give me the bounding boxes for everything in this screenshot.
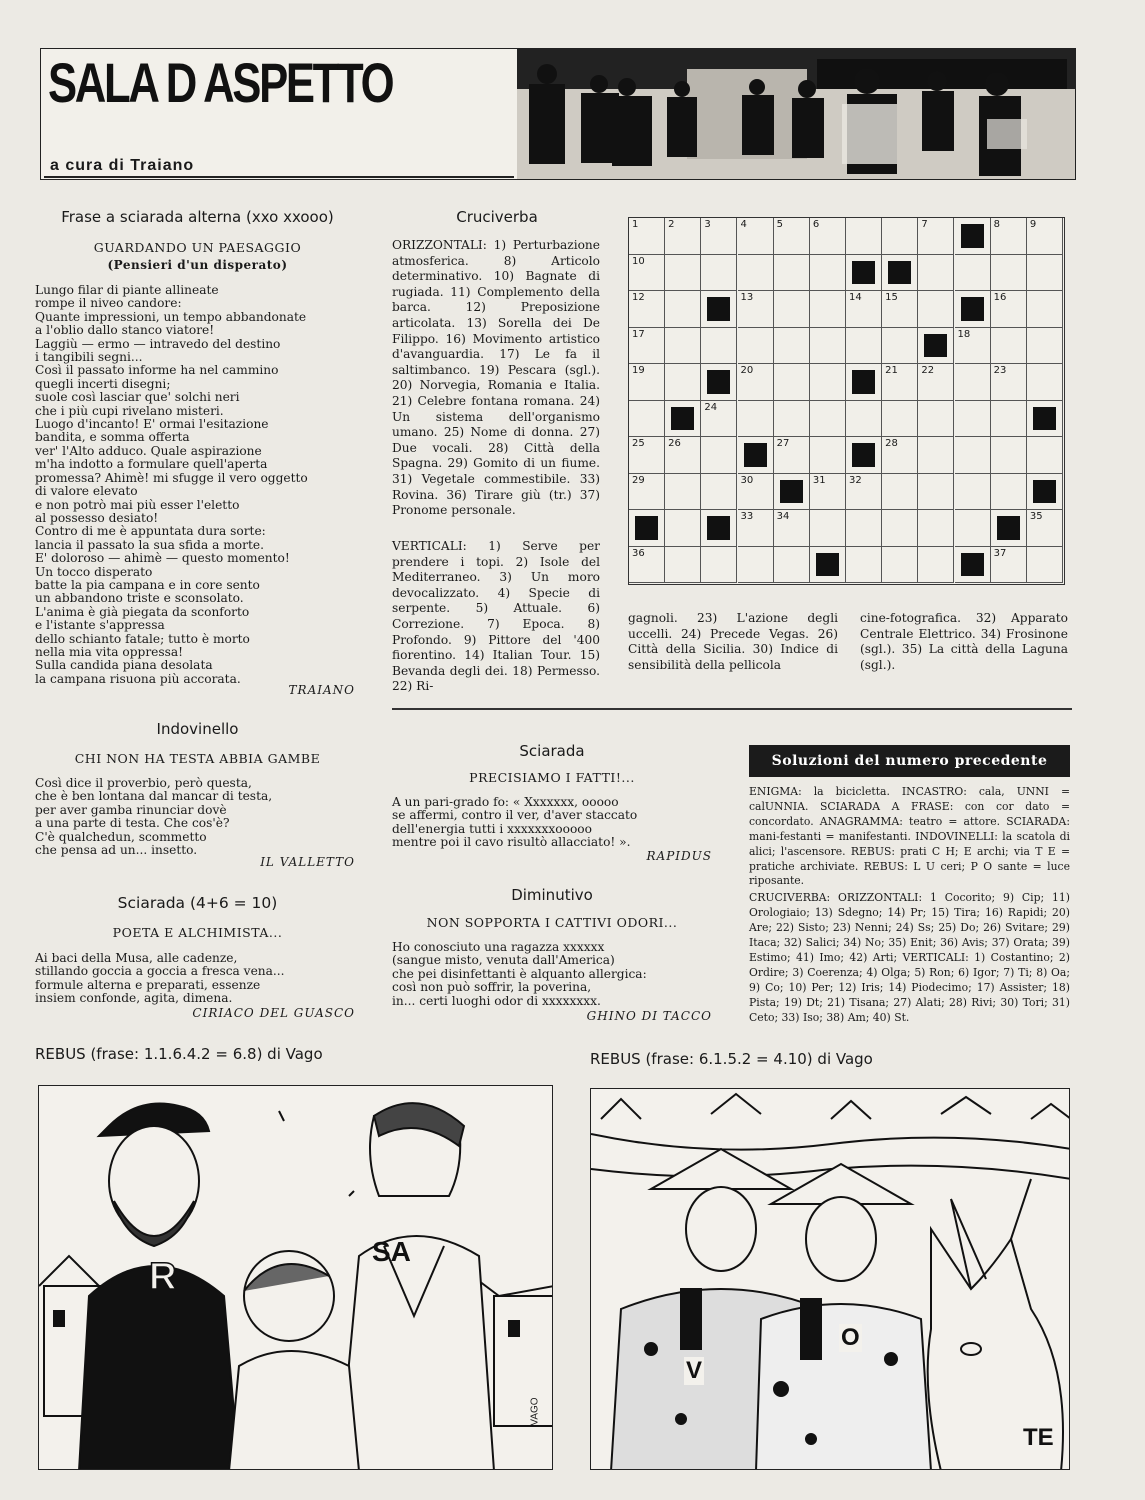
cruciverba-clues-down: VERTICALI: 1) Serve per prendere i topi. 2) Isole del Mediterraneo. 3) Un moro devocalizzato. 4) Specie di serpente. 5) Attuale. 6) Correzione. 7) Epoca. 8) Profondo. 9) Pittore del '400 fiorentino. 14) Italian Tour. 15) Bevanda degli dei. 18) Permesso. 22) Ri- (392, 539, 600, 694)
crossword-cell (701, 255, 737, 292)
crossword-cell (846, 401, 882, 438)
crossword-cell-number: 4 (740, 219, 747, 230)
cruciverba-clues-across: ORIZZONTALI: 1) Perturbazione atmosferica. 8) Articolo determinativo. 10) Bagnate di rugiada. 11) Complemento della barca. 12) Preposizione articolata. 13) Sorella dei De Filippo. 16) Movimento artistico d'avanguardia. 17) Le fa il saltimbanco. 19) Pescara (sgl.). 20) Norvegia, Romania e Italia. 21) Celebre fontana romana. 24) Un sistema dell'organismo umano. 25) Nome di donna. 27) Due vocali. 28) Città della Spagna. 29) Gomito di un fiume. 31) Vegetale commestibile. 33) Rovina. 36) Tirare giù (tr.) 37) Pronome personale. (392, 238, 600, 518)
crossword-black-cell (955, 291, 991, 328)
crossword-cell (846, 328, 882, 365)
crossword-cell-number: 30 (740, 474, 754, 486)
crossword-cell (918, 401, 954, 438)
crossword-cell (955, 364, 991, 401)
sciarada-caption: PRECISIAMO I FATTI!... (469, 770, 635, 785)
solutions-paragraph-2: CRUCIVERBA: ORIZZONTALI: 1 Cocorito; 9) Cip; 11) Orologiaio; 13) Sdegno; 14) Pr; 15) Tira; 16) Rapidi; 20) Are; 22) Sisto; 23) Nenni; 24) Ss; 25) Do; 26) Svitare; 29) Itaca; 32) Salici; 34) No; 35) Enit; 36) Avis; 37) Orata; 39) Estimo; 41) Imo; 42) Arti; VERTICALI: 1) Costantino; 2) Ordire; 3) Coerenza; 4) Olga; 5) Ron; 6) Igor; 7) Ti; 8) Oa; 9) Co; 10) Per; 12) Iris; 14) Piodecimo; 17) Assister; 18) Pista; 19) Dt; 21) Tisana; 27) Alati; 28) Rivi; 30) Tori; 31) Ceto; 33) Iso; 38) Am; 40) St. (749, 891, 1070, 1024)
crossword-cell-number: 3 (704, 219, 711, 230)
crossword-cell (918, 474, 954, 511)
crossword-cell (918, 364, 954, 401)
cruciverba-clues-down-end: cine-fotografica. 32) Apparato Centrale Elettrico. 34) Frosinone (sgl.). 35) La città della Laguna (sgl.). (860, 611, 1068, 672)
crossword-cell-number: 7 (921, 219, 928, 230)
sciarada-author: RAPIDUS (646, 849, 712, 863)
crossword-cell (701, 547, 737, 584)
crossword-cell (918, 547, 954, 584)
crossword-cell (738, 401, 774, 438)
crossword-cell (810, 291, 846, 328)
crossword-cell (1027, 291, 1063, 328)
crossword-cell-number: 28 (885, 438, 898, 449)
crossword-cell (882, 218, 918, 255)
crossword-cell-number: 12 (632, 292, 645, 303)
crossword-cell (629, 437, 665, 474)
crossword-black-cell (701, 510, 737, 547)
crossword-cell (991, 437, 1027, 474)
crossword-cell (629, 547, 665, 584)
crossword-cell (738, 291, 774, 328)
crossword-cell (918, 255, 954, 292)
sciarada-alterna-caption: GUARDANDO UN PAESAGGIO (93, 240, 302, 255)
rebus-1-heading: REBUS (frase: 1.1.6.4.2 = 6.8) di Vago (35, 1045, 323, 1063)
crossword-cell-number: 19 (632, 365, 645, 376)
solutions-text (749, 785, 1070, 1026)
crossword-cell-number: 6 (812, 219, 820, 230)
crossword-cell (846, 547, 882, 584)
crossword-cell (991, 364, 1027, 401)
crossword-cell-number: 2 (668, 219, 675, 230)
crossword-cell-number: 21 (885, 365, 898, 376)
section-heading-indovinello: Indovinello (156, 720, 239, 738)
rebus-1-letter-r: R (149, 1256, 177, 1298)
crossword-cell (629, 474, 665, 511)
crossword-cell-number: 36 (632, 547, 645, 559)
crossword-cell (774, 291, 810, 328)
header-divider (44, 176, 514, 178)
crossword-cell (701, 401, 737, 438)
crossword-cell-number: 1 (632, 219, 639, 230)
crossword-cell (991, 328, 1027, 365)
crossword-cell (774, 364, 810, 401)
crossword-black-cell (846, 255, 882, 292)
crossword-cell (810, 401, 846, 438)
crossword-cell (701, 218, 737, 255)
rebus-1-signature: VAGO (529, 1397, 541, 1426)
rebus-2-letters-te: TE (1023, 1424, 1054, 1451)
crossword-cell-number: 5 (776, 219, 784, 230)
rebus-1-letters-sa: SA (372, 1236, 411, 1267)
crossword-cell-number: 17 (632, 328, 645, 340)
crossword-cell (665, 437, 701, 474)
crossword-cell (882, 510, 918, 547)
section-heading-diminutivo: Diminutivo (511, 886, 593, 904)
crossword-cell (882, 328, 918, 365)
crossword-cell (955, 328, 991, 365)
sciarada-46-caption: POETA E ALCHIMISTA... (112, 925, 283, 940)
crossword-cell-number: 26 (668, 438, 681, 449)
sciarada-alterna-author: TRAIANO (288, 683, 355, 697)
section-heading-sciarada: Sciarada (519, 742, 585, 760)
crossword-cell (810, 437, 846, 474)
crossword-cell-number: 23 (993, 365, 1007, 376)
crossword-cell-number: 37 (993, 547, 1007, 559)
crossword-cell-number: 22 (921, 365, 935, 376)
crossword-cell-number: 20 (740, 365, 754, 376)
crossword-black-cell (882, 255, 918, 292)
crossword-cell (882, 437, 918, 474)
crossword-cell (991, 401, 1027, 438)
rebus-2-illustration (590, 1088, 1070, 1470)
crossword-cell-number: 35 (1029, 511, 1043, 522)
crossword-cell-number: 13 (740, 292, 754, 303)
crossword-cell (665, 510, 701, 547)
crossword-cell-number: 9 (1029, 219, 1037, 230)
crossword-black-cell (738, 437, 774, 474)
crossword-cell (738, 255, 774, 292)
crossword-cell (810, 255, 846, 292)
crossword-cell-number: 24 (704, 401, 718, 413)
crossword-black-cell (774, 474, 810, 511)
crossword-cell (774, 218, 810, 255)
sciarada-46-author: CIRIACO DEL GUASCO (192, 1006, 355, 1020)
sciarada-alterna-poem: Lungo filar di piante allineate rompe il niveo candore: Quante impressioni, un tempo abbandonate a l'oblio dallo stanco viatore! Laggiù — ermo — intravedo del destino i tangibili segni... Così il passato informe ha nel cammino quegli incerti disegni; suole così lasciar que' solchi neri che i più cupi rivelano misteri. Luogo d'incanto! E' ormai l'esitazione bandita, e somma offerta ver' l'Alto adduco. Quale aspirazione m'ha indotto a formulare quell'aperta promessa? Ahimè! mi sfugge il vero oggetto di valore elevato e non potrò mai più esser l'eletto al possesso desiato! Contro di me è appuntata dura sorte: lancia il passato la sua sfida a morte. E' doloroso — ahimè — questo momento! Un tocco disperato batte la pia campana e in core sento un abbandono triste e sconsolato. L'anima è già piegata da sconforto e l'istante s'appressa dello schianto fatale; tutto è morto nella mia vita oppressa! Sulla candida piana desolata la campana risuona più accorata. (35, 283, 308, 686)
solutions-heading: Soluzioni del numero precedente (749, 745, 1070, 777)
crossword-cell-number: 10 (632, 255, 645, 267)
crossword-cell (882, 364, 918, 401)
rebus-2-letter-o: O (841, 1324, 860, 1351)
crossword-cell (665, 364, 701, 401)
crossword-black-cell (629, 510, 665, 547)
crossword-cell (629, 364, 665, 401)
crossword-cell (1027, 218, 1063, 255)
crossword-cell-number: 34 (776, 511, 790, 522)
crossword-cell (918, 437, 954, 474)
crossword-cell (774, 437, 810, 474)
crossword-cell (701, 474, 737, 511)
crossword-cell (991, 474, 1027, 511)
crossword-cell (774, 547, 810, 584)
crossword-cell (738, 218, 774, 255)
crossword-cell (1027, 510, 1063, 547)
crossword-cell (738, 328, 774, 365)
crossword-cell (774, 401, 810, 438)
crossword-cell (774, 328, 810, 365)
sciarada-poem: A un pari-grado fo: « Xxxxxxx, ooooo se affermi, contro il ver, d'aver staccato dell'energia tutti i xxxxxxxooooo mentre poi il cavo risultò allacciato! ». (392, 795, 638, 850)
crossword-black-cell (810, 547, 846, 584)
page-subtitle: a cura di Traiano (50, 157, 195, 174)
crossword-cell (991, 291, 1027, 328)
header-photo (517, 49, 1075, 179)
crossword-black-cell (1027, 474, 1063, 511)
crossword-cell-number: 31 (812, 474, 826, 486)
crossword-cell (955, 255, 991, 292)
indovinello-author: IL VALLETTO (260, 855, 355, 869)
crossword-cell-number: 16 (993, 292, 1007, 303)
crossword-cell (882, 401, 918, 438)
crossword-cell-number: 29 (632, 474, 645, 486)
crossword-cell (665, 474, 701, 511)
crossword-black-cell (701, 291, 737, 328)
crossword-cell (955, 474, 991, 511)
crossword-cell (629, 218, 665, 255)
crossword-black-cell (955, 547, 991, 584)
crossword-cell-number: 18 (957, 328, 971, 340)
crossword-cell (1027, 328, 1063, 365)
crossword-cell (882, 291, 918, 328)
crossword-cell (846, 474, 882, 511)
crossword-cell (738, 364, 774, 401)
crossword-cell (955, 437, 991, 474)
solutions-paragraph-1: ENIGMA: la bicicletta. INCASTRO: cala, UNNI = calUNNIA. SCIARADA A FRASE: con cor dato = concordato. ANAGRAMMA: teatro = attore. SCIARADA: mani-festanti = manifestanti. INDOVINELLI: la scatola di alici; l'ascensore. REBUS: prati C H; E archi; via T E = pratiche archiviate. REBUS: L U ceri; P O sante = luce riposante. (749, 785, 1070, 888)
crossword-black-cell (991, 510, 1027, 547)
crossword-cell (774, 510, 810, 547)
crossword-cell (882, 474, 918, 511)
rebus-2-letter-v: V (686, 1357, 703, 1384)
section-divider (392, 708, 1072, 710)
crossword-cell (918, 218, 954, 255)
crossword-cell (955, 401, 991, 438)
crossword-cell (918, 291, 954, 328)
sciarada-alterna-subcaption: (Pensieri d'un disperato) (107, 258, 288, 272)
crossword-cell (1027, 255, 1063, 292)
crossword-cell (665, 547, 701, 584)
crossword-cell (738, 547, 774, 584)
crossword-cell (665, 291, 701, 328)
crossword-black-cell (665, 401, 701, 438)
crossword-cell-number: 27 (776, 438, 790, 449)
crossword-cell (991, 547, 1027, 584)
crossword-black-cell (701, 364, 737, 401)
crossword-cell (846, 510, 882, 547)
crossword-cell (955, 510, 991, 547)
indovinello-caption: CHI NON HA TESTA ABBIA GAMBE (74, 751, 321, 766)
crossword-cell (701, 328, 737, 365)
crossword-cell (629, 401, 665, 438)
crossword-cell (629, 255, 665, 292)
sciarada-46-poem: Ai baci della Musa, alle cadenze, stillando goccia a goccia a fresca vena... formule alterna e preparati, essenze insiem confonde, agita, dimena. (35, 951, 285, 1006)
crossword-cell (810, 510, 846, 547)
section-heading-sciarada-alterna: Frase a sciarada alterna (xxo xxooo) (61, 208, 334, 226)
rebus-2-heading: REBUS (frase: 6.1.5.2 = 4.10) di Vago (590, 1050, 873, 1068)
crossword-black-cell (1027, 401, 1063, 438)
crossword-cell (1027, 547, 1063, 584)
crossword-cell-number: 25 (632, 438, 645, 449)
crossword-cell (991, 218, 1027, 255)
crossword-cell (1027, 437, 1063, 474)
crossword-cell (738, 474, 774, 511)
crossword-black-cell (846, 437, 882, 474)
diminutivo-caption: NON SOPPORTA I CATTIVI ODORI... (426, 915, 678, 930)
crossword-grid (628, 217, 1065, 585)
crossword-cell (810, 364, 846, 401)
crossword-cell-number: 15 (885, 292, 898, 303)
crossword-cell (774, 255, 810, 292)
crossword-cell (918, 510, 954, 547)
crossword-cell-number: 8 (993, 219, 1001, 230)
crossword-cell (665, 218, 701, 255)
crossword-cell (810, 328, 846, 365)
section-heading-cruciverba: Cruciverba (456, 208, 538, 226)
crossword-cell (701, 437, 737, 474)
crossword-cell (810, 474, 846, 511)
crossword-cell (1027, 364, 1063, 401)
crossword-black-cell (918, 328, 954, 365)
cruciverba-clues-down-cont: gagnoli. 23) L'azione degli uccelli. 24) Precede Vegas. 26) Città della Sicilia. 30) Indice di sensibilità della pellicola (628, 611, 838, 672)
crossword-cell (846, 218, 882, 255)
crossword-cell (665, 255, 701, 292)
rebus-1-illustration (38, 1085, 553, 1470)
crossword-black-cell (955, 218, 991, 255)
crossword-cell-number: 14 (849, 292, 862, 303)
diminutivo-poem: Ho conosciuto una ragazza xxxxxx (sangue misto, venuta dall'America) che pei disinfettanti è alquanto allergica: così non può soffrir, la poverina, in... certi luoghi odor di xxxxxxxx. (392, 940, 647, 1008)
crossword-cell (991, 255, 1027, 292)
indovinello-poem: Così dice il proverbio, però questa, che è ben lontana dal mancar di testa, per aver gamba rinunciar dovè a una parte di testa. Che cos'è? C'è qualchedun, scommetto che pensa ad un... insetto. (35, 776, 273, 858)
crossword-cell (846, 291, 882, 328)
crossword-cell (810, 218, 846, 255)
crossword-cell-number: 33 (740, 511, 754, 522)
crossword-cell (629, 291, 665, 328)
crossword-cell (738, 510, 774, 547)
crossword-cell (629, 328, 665, 365)
diminutivo-author: GHINO DI TACCO (586, 1009, 712, 1023)
page-title: SALA D ASPETTO (48, 51, 393, 114)
crossword-cell (665, 328, 701, 365)
crossword-cell-number: 32 (849, 474, 862, 486)
crossword-cell (882, 547, 918, 584)
section-heading-sciarada-46: Sciarada (4+6 = 10) (117, 894, 278, 912)
crossword-black-cell (846, 364, 882, 401)
